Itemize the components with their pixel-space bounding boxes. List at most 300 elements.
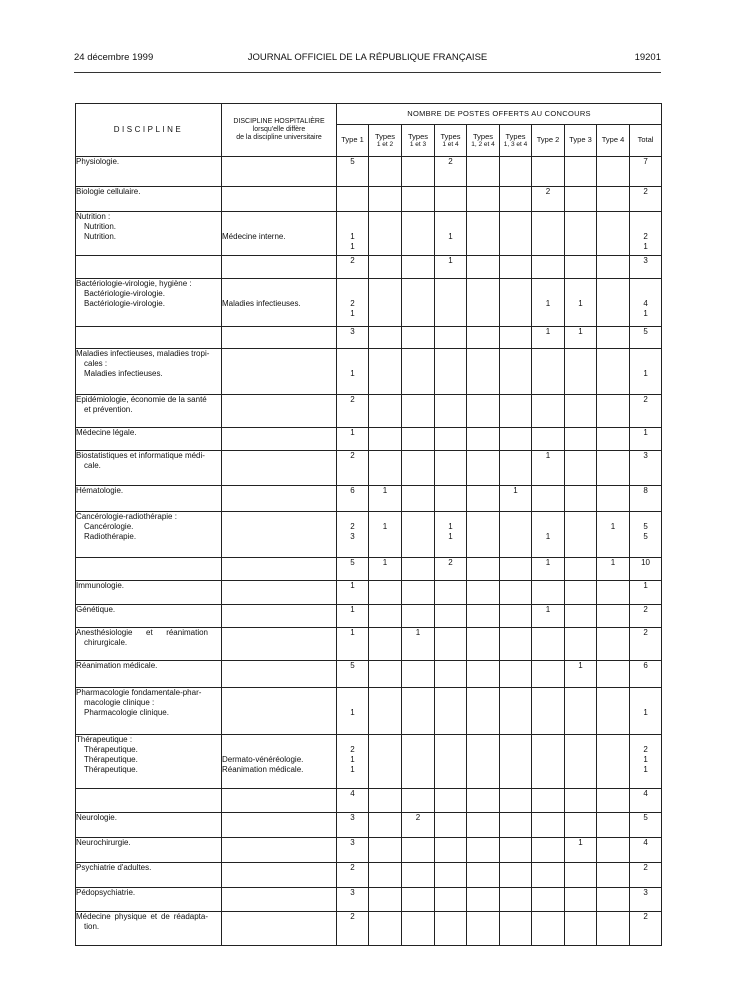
- count-cell: [369, 863, 402, 888]
- count-value: 1: [643, 428, 648, 437]
- count-cell: [402, 912, 435, 946]
- count-value: 3: [643, 256, 648, 265]
- count-cell: [565, 605, 597, 628]
- count-cell: [402, 395, 435, 428]
- hospital-discipline-cell: [222, 912, 337, 946]
- count-value: 4: [350, 789, 355, 798]
- count-cell: [467, 451, 500, 486]
- total-cell: [630, 512, 662, 558]
- total-cell: [630, 187, 662, 212]
- count-cell: [337, 451, 369, 486]
- count-cell: [467, 212, 500, 256]
- count-cell: [597, 428, 630, 451]
- count-value: 1: [350, 428, 355, 437]
- discipline-line: Thérapeutique.: [84, 765, 138, 774]
- count-cell: [532, 581, 565, 605]
- count-value: 3: [643, 451, 648, 460]
- count-cell: [597, 661, 630, 688]
- discipline-cell: [76, 838, 222, 863]
- discipline-line: Thérapeutique.: [84, 745, 138, 754]
- total-cell: [630, 912, 662, 946]
- hospital-discipline-cell: [222, 838, 337, 863]
- count-cell: [532, 157, 565, 187]
- discipline-cell: [76, 256, 222, 279]
- count-cell: [565, 838, 597, 863]
- count-cell: [435, 212, 467, 256]
- count-cell: [597, 735, 630, 789]
- count-cell: [597, 395, 630, 428]
- count-cell: [597, 605, 630, 628]
- count-cell: [467, 735, 500, 789]
- hospital-discipline-cell: [222, 187, 337, 212]
- count-cell: [597, 187, 630, 212]
- total-cell: [630, 327, 662, 349]
- count-cell: [467, 888, 500, 912]
- hospital-discipline-line: [222, 735, 336, 745]
- count-value: 5: [643, 532, 648, 541]
- count-cell: [500, 157, 532, 187]
- count-cell: [369, 187, 402, 212]
- count-value: 2: [350, 451, 355, 460]
- count-value: 1: [643, 708, 648, 717]
- count-cell: [532, 688, 565, 735]
- count-cell: [532, 789, 565, 813]
- type-header-line: 1, 3 et 4: [503, 141, 528, 149]
- count-value: [337, 698, 368, 708]
- type-header-line: Types: [440, 131, 461, 141]
- count-cell: [435, 912, 467, 946]
- count-cell: [532, 558, 565, 581]
- hospital-discipline-line: Réanimation médicale.: [222, 765, 304, 774]
- discipline-line: Nutrition :: [76, 212, 111, 221]
- count-value: 1: [610, 522, 616, 531]
- count-value: 1: [545, 299, 551, 308]
- hospital-discipline-cell: [222, 789, 337, 813]
- count-cell: [337, 349, 369, 395]
- count-cell: [532, 279, 565, 327]
- count-cell: [402, 581, 435, 605]
- count-value: [565, 279, 596, 289]
- count-cell: [597, 628, 630, 661]
- count-cell: [500, 838, 532, 863]
- count-cell: [500, 349, 532, 395]
- count-cell: [402, 486, 435, 512]
- count-value: [630, 349, 661, 359]
- count-cell: [597, 688, 630, 735]
- type-column-header: [369, 125, 402, 157]
- discipline-cell: [76, 688, 222, 735]
- discipline-line: Anesthésiologie et réanimation: [76, 628, 208, 637]
- table-row: [76, 279, 662, 327]
- table-row: [76, 789, 662, 813]
- discipline-line: cales :: [84, 359, 108, 368]
- count-cell: [369, 512, 402, 558]
- count-cell: [435, 888, 467, 912]
- count-cell: [337, 688, 369, 735]
- count-cell: [597, 451, 630, 486]
- discipline-line: Bactériologie-virologie, hygiène :: [76, 279, 192, 288]
- count-cell: [532, 512, 565, 558]
- discipline-line: Biologie cellulaire.: [76, 187, 141, 196]
- count-value: 1: [643, 309, 648, 318]
- hospital-discipline-cell: [222, 349, 337, 395]
- count-cell: [532, 605, 565, 628]
- count-value: 4: [643, 789, 648, 798]
- type-column-header: [337, 125, 369, 157]
- count-cell: [435, 349, 467, 395]
- count-value: 5: [350, 661, 355, 670]
- count-cell: [597, 581, 630, 605]
- count-cell: [532, 327, 565, 349]
- table-row: [76, 451, 662, 486]
- count-cell: [532, 212, 565, 256]
- count-value: 1: [350, 605, 355, 614]
- count-cell: [597, 813, 630, 838]
- count-value: 2: [643, 745, 648, 754]
- count-value: 1: [578, 661, 583, 670]
- count-cell: [435, 838, 467, 863]
- hospital-discipline-cell: [222, 813, 337, 838]
- count-value: 1: [350, 755, 355, 764]
- count-value: [532, 512, 564, 522]
- count-cell: [532, 888, 565, 912]
- count-cell: [402, 558, 435, 581]
- type-column-header: [435, 125, 467, 157]
- total-cell: [630, 279, 662, 327]
- hospital-discipline-cell: [222, 428, 337, 451]
- count-value: 2: [643, 912, 648, 921]
- count-value: 2: [350, 912, 355, 921]
- count-value: 3: [350, 532, 355, 541]
- hospital-discipline-column-header: [222, 104, 337, 157]
- hospital-discipline-line: [222, 289, 336, 299]
- discipline-column-header: DISCIPLINE: [76, 104, 222, 157]
- count-cell: [500, 512, 532, 558]
- total-cell: [630, 688, 662, 735]
- header-rule: [74, 72, 661, 73]
- count-cell: [337, 912, 369, 946]
- discipline-line: Thérapeutique :: [76, 735, 133, 744]
- count-cell: [369, 838, 402, 863]
- hospital-discipline-line: [222, 279, 336, 289]
- count-cell: [435, 256, 467, 279]
- count-cell: [565, 813, 597, 838]
- hospital-discipline-cell: [222, 512, 337, 558]
- count-cell: [500, 558, 532, 581]
- table-row: [76, 512, 662, 558]
- count-value: 1: [448, 532, 453, 541]
- count-cell: [402, 428, 435, 451]
- count-cell: [435, 451, 467, 486]
- count-cell: [565, 581, 597, 605]
- count-cell: [435, 486, 467, 512]
- count-cell: [435, 661, 467, 688]
- count-cell: [435, 512, 467, 558]
- count-cell: [532, 912, 565, 946]
- count-value: 6: [350, 486, 355, 495]
- count-cell: [597, 486, 630, 512]
- discipline-line: Neurologie.: [76, 813, 117, 822]
- count-value: 2: [545, 187, 551, 196]
- count-cell: [435, 157, 467, 187]
- table-row: [76, 838, 662, 863]
- count-cell: [337, 187, 369, 212]
- count-value: 3: [350, 838, 355, 847]
- count-value: [337, 212, 368, 222]
- count-cell: [500, 451, 532, 486]
- count-value: 1: [415, 628, 421, 637]
- count-value: 1: [448, 232, 453, 241]
- hospital-header-line: lorsqu'elle diffère: [252, 126, 306, 134]
- count-cell: [402, 212, 435, 256]
- discipline-line: cale.: [84, 461, 101, 470]
- count-cell: [565, 349, 597, 395]
- discipline-cell: [76, 735, 222, 789]
- count-value: [597, 512, 629, 522]
- count-value: 1: [545, 532, 551, 541]
- count-value: 1: [545, 327, 551, 336]
- count-cell: [467, 813, 500, 838]
- total-cell: [630, 157, 662, 187]
- count-value: 1: [545, 558, 551, 567]
- count-cell: [369, 256, 402, 279]
- table-row: [76, 327, 662, 349]
- hospital-discipline-cell: [222, 605, 337, 628]
- count-cell: [402, 187, 435, 212]
- count-cell: [532, 486, 565, 512]
- count-cell: [500, 688, 532, 735]
- hospital-discipline-cell: [222, 327, 337, 349]
- discipline-cell: [76, 789, 222, 813]
- count-cell: [597, 838, 630, 863]
- count-cell: [337, 581, 369, 605]
- count-value: 1: [382, 522, 388, 531]
- count-cell: [435, 279, 467, 327]
- count-cell: [402, 789, 435, 813]
- count-cell: [369, 212, 402, 256]
- count-cell: [402, 349, 435, 395]
- count-cell: [565, 451, 597, 486]
- discipline-line: Bactériologie-virologie.: [84, 299, 165, 308]
- count-value: [630, 212, 661, 222]
- count-cell: [337, 888, 369, 912]
- count-cell: [369, 628, 402, 661]
- count-cell: [369, 912, 402, 946]
- count-cell: [500, 888, 532, 912]
- count-cell: [369, 888, 402, 912]
- table-row: [76, 688, 662, 735]
- total-cell: [630, 735, 662, 789]
- count-value: 2: [643, 863, 648, 872]
- total-cell: [630, 451, 662, 486]
- discipline-cell: [76, 327, 222, 349]
- count-value: [337, 735, 368, 745]
- table-row: [76, 912, 662, 946]
- hospital-discipline-cell: [222, 628, 337, 661]
- header-page-number: 19201: [634, 52, 661, 63]
- count-value: 1: [545, 605, 551, 614]
- count-value: 2: [350, 522, 355, 531]
- total-cell: [630, 789, 662, 813]
- count-cell: [532, 395, 565, 428]
- count-cell: [532, 187, 565, 212]
- count-cell: [337, 428, 369, 451]
- count-cell: [500, 279, 532, 327]
- count-cell: [467, 628, 500, 661]
- count-cell: [532, 451, 565, 486]
- count-cell: [369, 428, 402, 451]
- discipline-cell: [76, 187, 222, 212]
- table-row: [76, 628, 662, 661]
- count-cell: [402, 512, 435, 558]
- count-cell: [500, 187, 532, 212]
- type-header-line: Types: [472, 131, 493, 141]
- count-cell: [597, 349, 630, 395]
- count-value: 1: [578, 327, 583, 336]
- discipline-cell: [76, 212, 222, 256]
- hospital-discipline-line: Maladies infectieuses.: [222, 299, 301, 308]
- count-cell: [532, 838, 565, 863]
- count-cell: [467, 789, 500, 813]
- type-column-header: [467, 125, 500, 157]
- type-header-line: 1 et 2: [376, 141, 394, 149]
- type-header-line: Total: [637, 135, 654, 145]
- count-value: 1: [350, 628, 355, 637]
- count-cell: [565, 888, 597, 912]
- type-column-header: [565, 125, 597, 157]
- count-cell: [337, 327, 369, 349]
- count-cell: [337, 279, 369, 327]
- count-cell: [337, 813, 369, 838]
- count-cell: [500, 212, 532, 256]
- count-cell: [369, 813, 402, 838]
- count-cell: [565, 661, 597, 688]
- count-cell: [402, 688, 435, 735]
- discipline-line: Pharmacologie clinique.: [84, 708, 169, 717]
- count-cell: [500, 735, 532, 789]
- count-value: [630, 688, 661, 698]
- count-value: 1: [448, 256, 453, 265]
- table-row: [76, 888, 662, 912]
- count-cell: [467, 558, 500, 581]
- count-cell: [500, 789, 532, 813]
- count-value: 1: [545, 451, 551, 460]
- total-cell: [630, 605, 662, 628]
- count-value: 7: [643, 157, 648, 166]
- count-value: [565, 289, 596, 299]
- discipline-cell: [76, 279, 222, 327]
- count-value: [532, 279, 564, 289]
- discipline-cell: [76, 581, 222, 605]
- discipline-line: et prévention.: [84, 405, 133, 414]
- count-value: 1: [513, 486, 518, 495]
- count-value: 6: [643, 661, 648, 670]
- count-value: [532, 522, 564, 532]
- count-cell: [565, 256, 597, 279]
- count-value: 3: [643, 888, 648, 897]
- count-cell: [597, 256, 630, 279]
- discipline-line: Cancérologie-radiothérapie :: [76, 512, 177, 521]
- count-cell: [435, 581, 467, 605]
- discipline-line: Génétique.: [76, 605, 116, 614]
- total-cell: [630, 486, 662, 512]
- discipline-line: Pharmacologie fondamentale-phar-: [76, 688, 202, 697]
- table-row: [76, 605, 662, 628]
- type-column-header: [630, 125, 662, 157]
- table-row: [76, 212, 662, 256]
- count-cell: [565, 279, 597, 327]
- count-value: 2: [350, 395, 355, 404]
- count-cell: [402, 661, 435, 688]
- count-value: 2: [350, 299, 355, 308]
- total-cell: [630, 558, 662, 581]
- count-cell: [337, 628, 369, 661]
- count-cell: [369, 327, 402, 349]
- count-value: 1: [643, 369, 648, 378]
- header-journal-title: JOURNAL OFFICIEL DE LA RÉPUBLIQUE FRANÇAISE: [247, 52, 488, 63]
- header-date: 24 décembre 1999: [74, 52, 154, 63]
- count-cell: [500, 395, 532, 428]
- discipline-line: Médecine légale.: [76, 428, 137, 437]
- count-value: 1: [350, 581, 355, 590]
- count-cell: [467, 395, 500, 428]
- total-cell: [630, 838, 662, 863]
- type-column-header: [402, 125, 435, 157]
- table-row: [76, 157, 662, 187]
- discipline-cell: [76, 157, 222, 187]
- type-column-header: [500, 125, 532, 157]
- count-cell: [565, 628, 597, 661]
- total-cell: [630, 256, 662, 279]
- discipline-cell: [76, 605, 222, 628]
- total-cell: [630, 628, 662, 661]
- count-cell: [435, 395, 467, 428]
- count-cell: [369, 789, 402, 813]
- count-cell: [565, 688, 597, 735]
- discipline-line: Biostatistiques et informatique médi-: [76, 451, 205, 460]
- count-cell: [500, 256, 532, 279]
- count-cell: [597, 157, 630, 187]
- count-value: [532, 289, 564, 299]
- total-cell: [630, 661, 662, 688]
- count-cell: [597, 789, 630, 813]
- count-value: 1: [350, 765, 355, 774]
- count-cell: [337, 605, 369, 628]
- count-cell: [597, 512, 630, 558]
- discipline-line: Physiologie.: [76, 157, 120, 166]
- count-cell: [337, 735, 369, 789]
- discipline-cell: [76, 349, 222, 395]
- hospital-discipline-cell: [222, 735, 337, 789]
- count-value: 2: [643, 187, 648, 196]
- total-cell: [630, 813, 662, 838]
- count-cell: [337, 512, 369, 558]
- count-cell: [369, 735, 402, 789]
- count-value: 1: [610, 558, 616, 567]
- count-cell: [565, 735, 597, 789]
- table-row: [76, 661, 662, 688]
- hospital-discipline-line: Médecine interne.: [222, 232, 286, 241]
- hospital-discipline-cell: [222, 395, 337, 428]
- count-value: 1: [350, 232, 355, 241]
- discipline-line: chirurgicale.: [84, 638, 128, 647]
- count-cell: [565, 212, 597, 256]
- discipline-line: Immunologie.: [76, 581, 125, 590]
- type-column-header: [532, 125, 565, 157]
- count-cell: [435, 789, 467, 813]
- count-cell: [500, 486, 532, 512]
- count-cell: [402, 863, 435, 888]
